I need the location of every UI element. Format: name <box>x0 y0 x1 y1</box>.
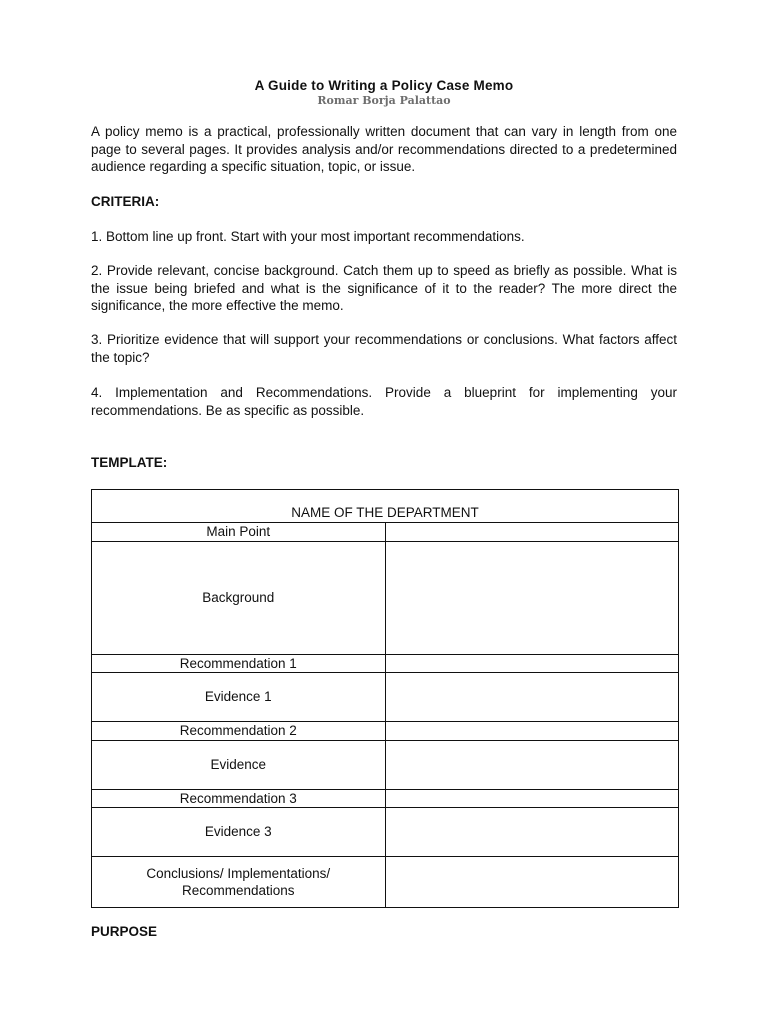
table-row <box>92 789 679 808</box>
row-label-background: Background <box>92 541 386 654</box>
criteria-heading: CRITERIA: <box>91 194 160 209</box>
criteria-item-2: 2. Provide relevant, concise background. Catch them up to speed as briefly as possible. What is the issue being briefed and what is the significance of it to the reader? The more direct the significance, the more effective the memo. <box>91 263 677 313</box>
criteria-item-3: 3. Prioritize evidence that will support your recommendations or conclusions. What factors affect the topic? <box>91 332 677 365</box>
row-field-recommendation-2[interactable] <box>385 722 679 741</box>
memo-template-table <box>91 489 679 908</box>
table-row <box>92 808 679 857</box>
row-field-evidence-3[interactable] <box>385 808 679 857</box>
criteria-item-1: 1. Bottom line up front. Start with your most important recommendations. <box>91 229 525 244</box>
row-field-evidence-2[interactable] <box>385 740 679 789</box>
row-label-evidence-2: Evidence <box>92 740 386 789</box>
table-row <box>92 722 679 741</box>
row-field-conclusions[interactable] <box>385 857 679 908</box>
table-row <box>92 740 679 789</box>
template-heading: TEMPLATE: <box>91 455 168 470</box>
purpose-heading: PURPOSE <box>91 924 158 939</box>
row-field-recommendation-3[interactable] <box>385 789 679 808</box>
row-field-recommendation-1[interactable] <box>385 654 679 673</box>
row-field-evidence-1[interactable] <box>385 673 679 722</box>
row-label-evidence-3: Evidence 3 <box>92 808 386 857</box>
table-row <box>92 541 679 654</box>
row-label-recommendation-3: Recommendation 3 <box>92 789 386 808</box>
department-name-label: NAME OF THE DEPARTMENT <box>291 504 479 520</box>
document-author: Romar Borja Palattao <box>317 94 451 107</box>
row-label-recommendation-1: Recommendation 1 <box>92 654 386 673</box>
table-row <box>92 523 679 542</box>
row-label-evidence-1: Evidence 1 <box>92 673 386 722</box>
department-name-cell <box>92 490 679 523</box>
table-row <box>92 673 679 722</box>
row-field-background[interactable] <box>385 541 679 654</box>
row-label-conclusions: Conclusions/ Implementations/ Recommendations <box>92 857 386 908</box>
row-label-main-point: Main Point <box>92 523 386 542</box>
document-title: A Guide to Writing a Policy Case Memo <box>254 78 514 93</box>
criteria-item-4: 4. Implementation and Recommendations. Provide a blueprint for implementing your recommendations. Be as specific as possible. <box>91 385 677 418</box>
intro-paragraph: A policy memo is a practical, professionally written document that can vary in length from one page to several pages. It provides analysis and/or recommendations directed to a predetermined audience regarding a specific situation, topic, or issue. <box>91 124 677 174</box>
row-field-main-point[interactable] <box>385 523 679 542</box>
table-header-row <box>92 490 679 523</box>
table-row <box>92 654 679 673</box>
row-label-recommendation-2: Recommendation 2 <box>92 722 386 741</box>
table-row <box>92 857 679 908</box>
